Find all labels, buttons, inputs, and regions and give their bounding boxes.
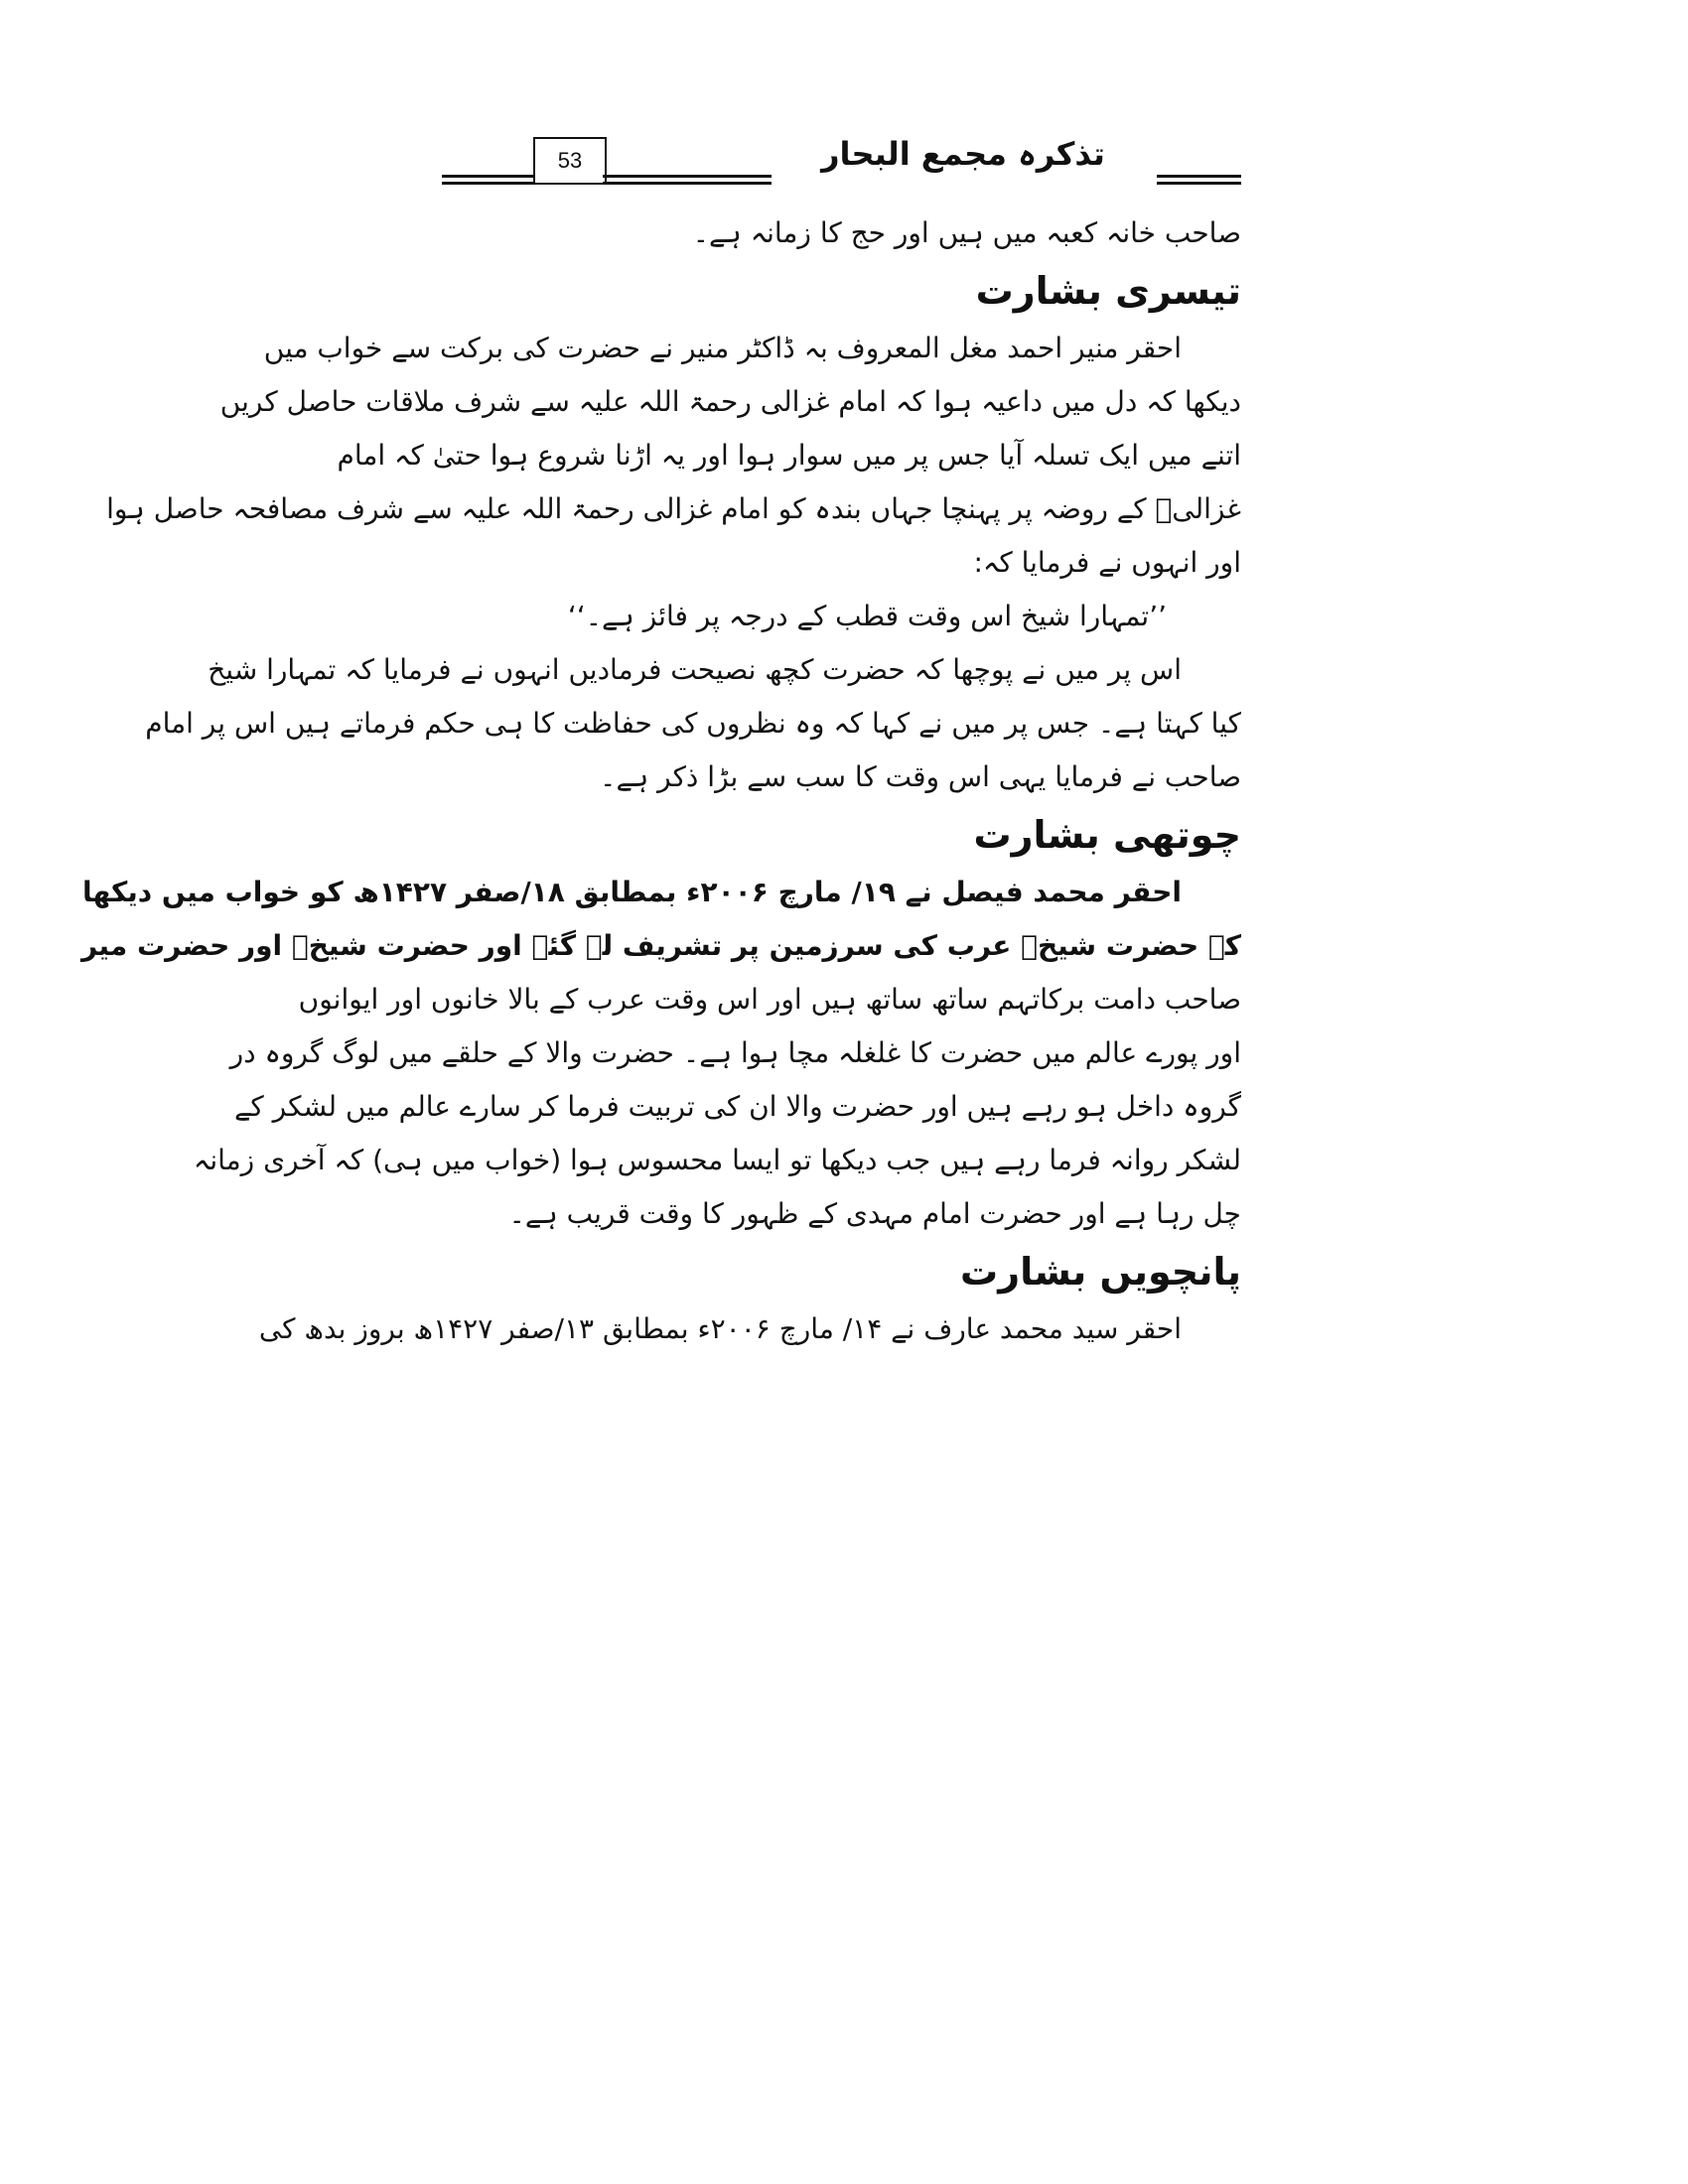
paragraph-line: اور انہوں نے فرمایا کہ:: [973, 546, 1241, 579]
paragraph-line: چل رہا ہے اور حضرت امام مہدی کے ظہور کا وقت قریب ہے۔: [508, 1197, 1241, 1230]
header-rule-right: [1157, 175, 1241, 178]
paragraph-line: گروہ داخل ہو رہے ہیں اور حضرت والا ان کی تربیت فرما کر سارے عالم میں لشکر کے: [233, 1090, 1241, 1123]
quote-line: ’’تمہارا شیخ اس وقت قطب کے درجہ پر فائز ہے۔‘‘: [567, 600, 1167, 632]
paragraph-line: احقر سید محمد عارف نے ۱۴/ مارچ ۲۰۰۶ء بمطابق ۱۳/صفر ۱۴۲۷ھ بروز بدھ کی: [258, 1312, 1182, 1345]
paragraph-line: اور پورے عالم میں حضرت کا غلغلہ مچا ہوا ہے۔ حضرت والا کے حلقے میں لوگ گروہ در: [229, 1036, 1241, 1069]
paragraph-line: احقر محمد فیصل نے ۱۹/ مارچ ۲۰۰۶ء بمطابق ۱۸/صفر ۱۴۲۷ھ کو خواب میں دیکھا: [82, 876, 1182, 908]
page-header: [442, 137, 1241, 192]
paragraph-line: صاحب دامت برکاتہم ساتھ ساتھ ہیں اور اس وقت عرب کے بالا خانوں اور ایوانوں: [298, 983, 1241, 1016]
paragraph-line: اس پر میں نے پوچھا کہ حضرت کچھ نصیحت فرمادیں انہوں نے فرمایا کہ تمہارا شیخ: [208, 653, 1182, 686]
book-title: تذکرہ مجمع البحار: [821, 135, 1105, 173]
paragraph-line: دیکھا کہ دل میں داعیہ ہوا کہ امام غزالی رحمۃ اللہ علیہ سے شرف ملاقات حاصل کریں: [219, 385, 1241, 418]
paragraph-line: اتنے میں ایک تسلہ آیا جس پر میں سوار ہوا اور یہ اڑنا شروع ہوا حتیٰ کہ امام: [337, 439, 1241, 472]
header-rule-middle: [603, 175, 772, 178]
section-heading-third: تیسری بشارت: [975, 269, 1241, 313]
paragraph-line: صاحب نے فرمایا یہی اس وقت کا سب سے بڑا ذکر ہے۔: [600, 760, 1241, 793]
section-heading-fourth: چوتھی بشارت: [973, 813, 1241, 857]
page-content: [81, 206, 1241, 1356]
paragraph-line: کہ حضرت شیخؒ عرب کی سرزمین پر تشریف لے گئے اور حضرت شیخؒ اور حضرت میر: [81, 929, 1241, 962]
header-rule-left: [442, 175, 533, 178]
intro-line: صاحب خانہ کعبہ میں ہیں اور حج کا زمانہ ہے۔: [692, 216, 1241, 249]
paragraph-line: لشکر روانہ فرما رہے ہیں جب دیکھا تو ایسا محسوس ہوا (خواب میں ہی) کہ آخری زمانہ: [193, 1144, 1241, 1176]
page-number: 53: [533, 137, 607, 185]
section-heading-fifth: پانچویں بشارت: [960, 1250, 1241, 1294]
paragraph-line: غزالیؒ کے روضہ پر پہنچا جہاں بندہ کو امام غزالی رحمۃ اللہ علیہ سے شرف مصافحہ حاصل ہوا: [106, 492, 1241, 525]
paragraph-line: کیا کہتا ہے۔ جس پر میں نے کہا کہ وہ نظروں کی حفاظت کا ہی حکم فرماتے ہیں اس پر امام: [145, 707, 1241, 740]
paragraph-line: احقر منیر احمد مغل المعروف بہ ڈاکٹر منیر نے حضرت کی برکت سے خواب میں: [263, 332, 1182, 364]
